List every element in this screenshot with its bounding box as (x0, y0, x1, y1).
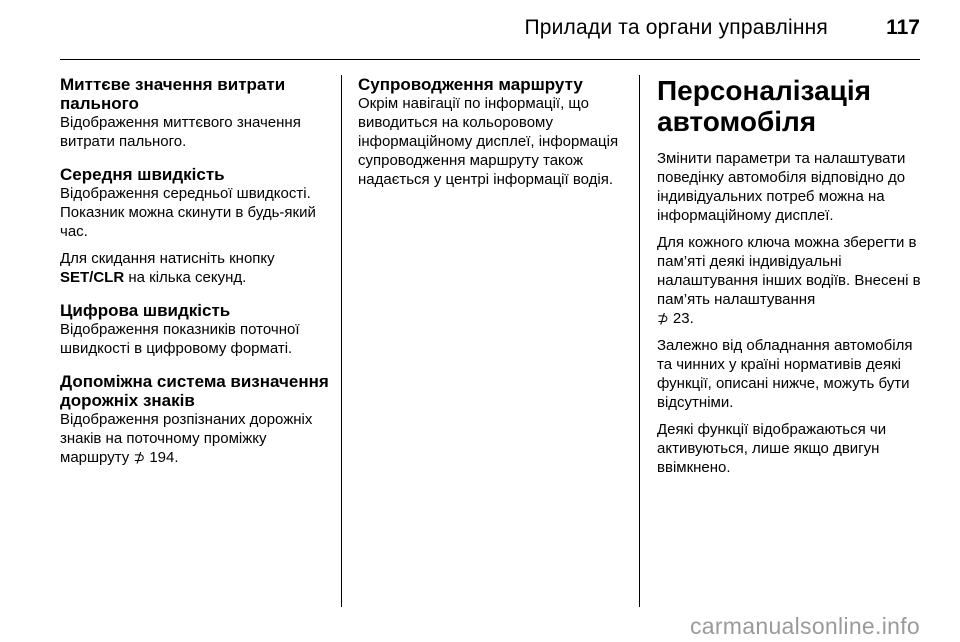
page-reference[interactable]: 194. (149, 449, 179, 466)
column-3 (657, 75, 925, 485)
chapter-heading: Персоналізація автомобіля (657, 75, 871, 137)
section-body (60, 410, 336, 467)
page-reference-icon: ⊅ (133, 449, 146, 465)
section-body: Відображення показників поточної швидкості в цифровому форматі. (60, 321, 300, 357)
section-body: Відображення миттєвого значення витрати пального. (60, 114, 301, 150)
header-title: Прилади та органи управління (524, 16, 828, 39)
header-rule (60, 59, 920, 60)
section-body-text: Відображення розпізнаних дорожніх знаків на поточному проміжку маршруту (60, 411, 313, 466)
section-traffic-sign-assistant (60, 372, 336, 467)
section-route-guidance (358, 75, 620, 189)
paragraph: Залежно від обладнання автомобіля та чинних у країні нормативів деякі функції, описані нижче, можуть бути відсутніми. (657, 337, 913, 411)
section-heading: Цифрова швидкість (60, 301, 231, 320)
column-divider-2 (639, 75, 640, 607)
section-instant-fuel (60, 75, 336, 151)
column-divider-1 (341, 75, 342, 607)
page-reference[interactable]: 23. (672, 310, 694, 327)
section-heading: Середня швидкість (60, 165, 225, 184)
page-reference-icon: ⊅ (657, 310, 669, 326)
paragraph: Змінити параметри та налаштувати поведінку автомобіля відповідно до індивідуальних потреб можна на інформаційному дисплеї. (657, 150, 906, 224)
page-header (60, 14, 920, 48)
watermark: carmanualsonline.info (689, 613, 920, 639)
column-1 (60, 75, 336, 481)
reset-instruction-text: Для скидання натисніть кнопку (60, 250, 275, 267)
reset-instruction-text-end: на кілька секунд. (128, 269, 247, 286)
set-clr-key: SET/CLR (60, 269, 125, 286)
section-average-speed (60, 165, 336, 287)
reset-instruction (60, 249, 336, 287)
page-number: 117 (886, 16, 920, 39)
section-body: Окрім навігації по інформації, що виводиться на кольоровому інформаційному дисплеї, інформація супроводження маршруту також надається у центрі інформації водія. (358, 95, 619, 188)
section-heading: Миттєве значення витрати пального (60, 75, 286, 113)
section-body: Відображення середньої швидкості. Показник можна скинути в будь-який час. (60, 185, 316, 240)
column-2 (358, 75, 620, 203)
paragraph-text: Для кожного ключа можна зберегти в пам’яті деякі індивідуальні налаштування інших водіїв. Внесені в пам’ять налаштування (657, 234, 921, 308)
section-digital-speed (60, 301, 336, 358)
section-heading: Супроводження маршруту (358, 75, 583, 94)
paragraph: Деякі функції відображаються чи активуються, лише якщо двигун ввімкнено. (657, 421, 887, 476)
paragraph (657, 233, 925, 328)
section-heading: Допоміжна система визначення дорожніх знаків (60, 372, 329, 410)
